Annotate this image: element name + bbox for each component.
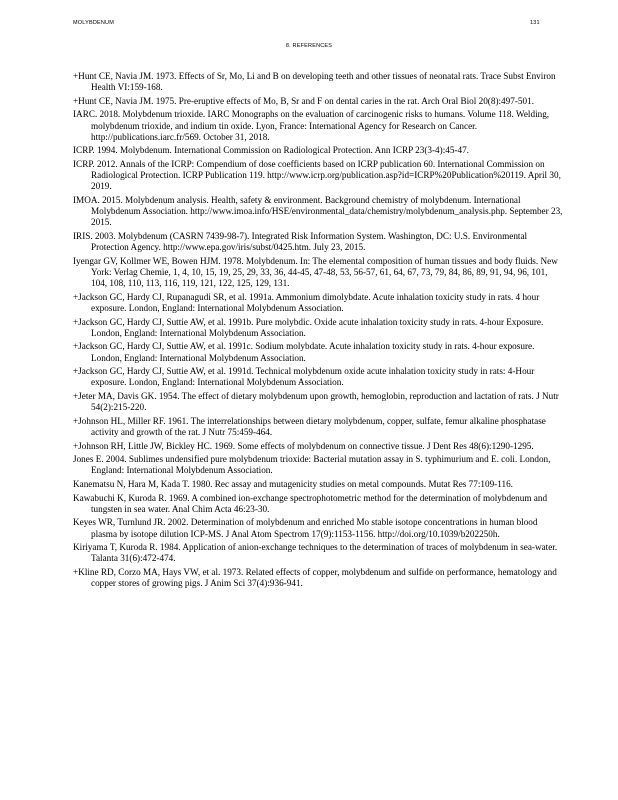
reference-entry: Kanematsu N, Hara M, Kada T. 1980. Rec assay and mutagenicity studies on metal compounds. Mutat Res 77:109-116. [73,478,513,489]
reference-entry: +Hunt CE, Navia JM. 1973. Effects of Sr, Mo, Li and B on developing teeth and other tissues of neonatal rats. Trace Subst Environ Health VI:159-168. [73,71,556,93]
page-number: 131 [530,20,540,26]
reference-entry: ICRP. 1994. Molybdenum. International Commission on Radiological Protection. Ann ICRP 23(3-4):45-47. [73,145,469,156]
reference-entry: +Hunt CE, Navia JM. 1975. Pre-eruptive effects of Mo, B, Sr and F on dental caries in the rat. Arch Oral Biol 20(8):497-501. [73,95,534,106]
running-head-left: MOLYBDENUM [73,20,115,26]
reference-entry: +Johnson HL, Miller RF. 1961. The interrelationships between dietary molybdenum, copper, sulfate, femur alkaline phosphatase activity and growth of the rat. J Nutr 75:459-464. [73,415,546,437]
reference-entry: +Jackson GC, Hardy CJ, Suttie AW, et al. 1991c. Sodium molybdate. Acute inhalation toxicity study in rats. 4-hour exposure. London, England: International Molybdenum Association. [73,341,535,363]
reference-entry: +Jackson GC, Hardy CJ, Rupanagudi SR, et al. 1991a. Ammonium dimolybdate. Acute inhalation toxicity study in rats. 4 hour exposure. London, England: International Molybdenum Association. [73,291,540,313]
reference-entry: Kiriyama T, Kuroda R. 1984. Application of anion-exchange techniques to the determination of traces of molybdenum in sea-water. Talanta 31(6):472-474. [73,542,558,564]
reference-entry: +Jeter MA, Davis GK. 1954. The effect of dietary molybdenum upon growth, hemoglobin, reproduction and lactation of rats. J Nutr 54(2):215-220. [73,390,559,413]
reference-entry: Keyes WR, Turnlund JR. 2002. Determination of molybdenum and enriched Mo stable isotope concentrations in human blood plasma by isotope dilution ICP-MS. J Anal Atom Spectrom 17(9):1153-1156. http://doi.org/10.1039/b202250h. [73,517,538,539]
reference-entry: +Jackson GC, Hardy CJ, Suttie AW, et al. 1991b. Pure molybdic. Oxide acute inhalation toxicity study in rats. 4-hour Exposure. London, England: International Molybdenum Association. [73,316,544,338]
reference-entry: +Johnson RH, Little JW, Bickley HC. 1969. Some effects of molybdenum on connective tissue. J Dent Res 48(6):1290-1295. [73,440,534,451]
reference-list [73,71,563,592]
reference-entry: +Jackson GC, Hardy CJ, Suttie AW, et al. 1991d. Technical molybdenum oxide acute inhalation toxicity study in rats: 4-Hour exposure. London, England: International Molybdenum Association. [73,366,535,388]
reference-entry: IARC. 2018. Molybdenum trioxide. IARC Monographs on the evaluation of carcinogenic risks to humans. Volume 118. Welding, molybdenum trioxide, and indium tin oxide. Lyon, France: International Agency for Research on Cancer. http://publications.iarc.fr/569. October 31, 2018. [73,109,550,142]
reference-entry: Kawabuchi K, Kuroda R. 1969. A combined ion-exchange spectrophotometric method for the determination of molybdenum and tungsten in sea water. Anal Chim Acta 46:23-30. [73,492,548,514]
reference-entry: IRIS. 2003. Molybdenum (CASRN 7439-98-7). Integrated Risk Information System. Washington, DC: U.S. Environmental Protection Agency. http://www.epa.gov/iris/subst/0425.htm. July 23, 2015. [73,230,528,253]
reference-entry: Iyengar GV, Kollmer WE, Bowen HJM. 1978. Molybdenum. In: The elemental composition of human tissues and body fluids. New York: Verlag Chemie, 1, 4, 10, 15, 19, 25, 29, 33, 36, 44-45, 47-48, 53, 56-57, 61, 64, 67, 73, 79, 84, 86, 89, 91, 94, 96, 101, 104, 108, 110, 113, 116, 119, 121, 122, 125, 129, 131. [73,255,558,289]
section-title: 8. REFERENCES [285,43,333,49]
reference-entry: +Kline RD, Corzo MA, Hays VW, et al. 1973. Related effects of copper, molybdenum and sulfide on performance, hematology and copper stores of growing pigs. J Anim Sci 37(4):936-941. [73,566,557,589]
reference-entry: Jones E. 2004. Sublimes undensified pure molybdenum trioxide: Bacterial mutation assay in S. typhimurium and E. coli. London, England: International Molybdenum Association. [73,454,551,476]
reference-entry: IMOA. 2015. Molybdenum analysis. Health, safety & environment. Background chemistry of molybdenum. International Molybdenum Association. http://www.imoa.info/HSE/environmental_data/chemistry/molybdenum_analysis.php. September 23, 2015. [73,194,563,228]
reference-entry: ICRP. 2012. Annals of the ICRP: Compendium of dose coefficients based on ICRP publication 60. International Commission on Radiological Protection. ICRP Publication 119. http://www.icrp.org/publication.asp?id=ICRP%20Publication%20119. April 30, 2019. [73,158,561,192]
